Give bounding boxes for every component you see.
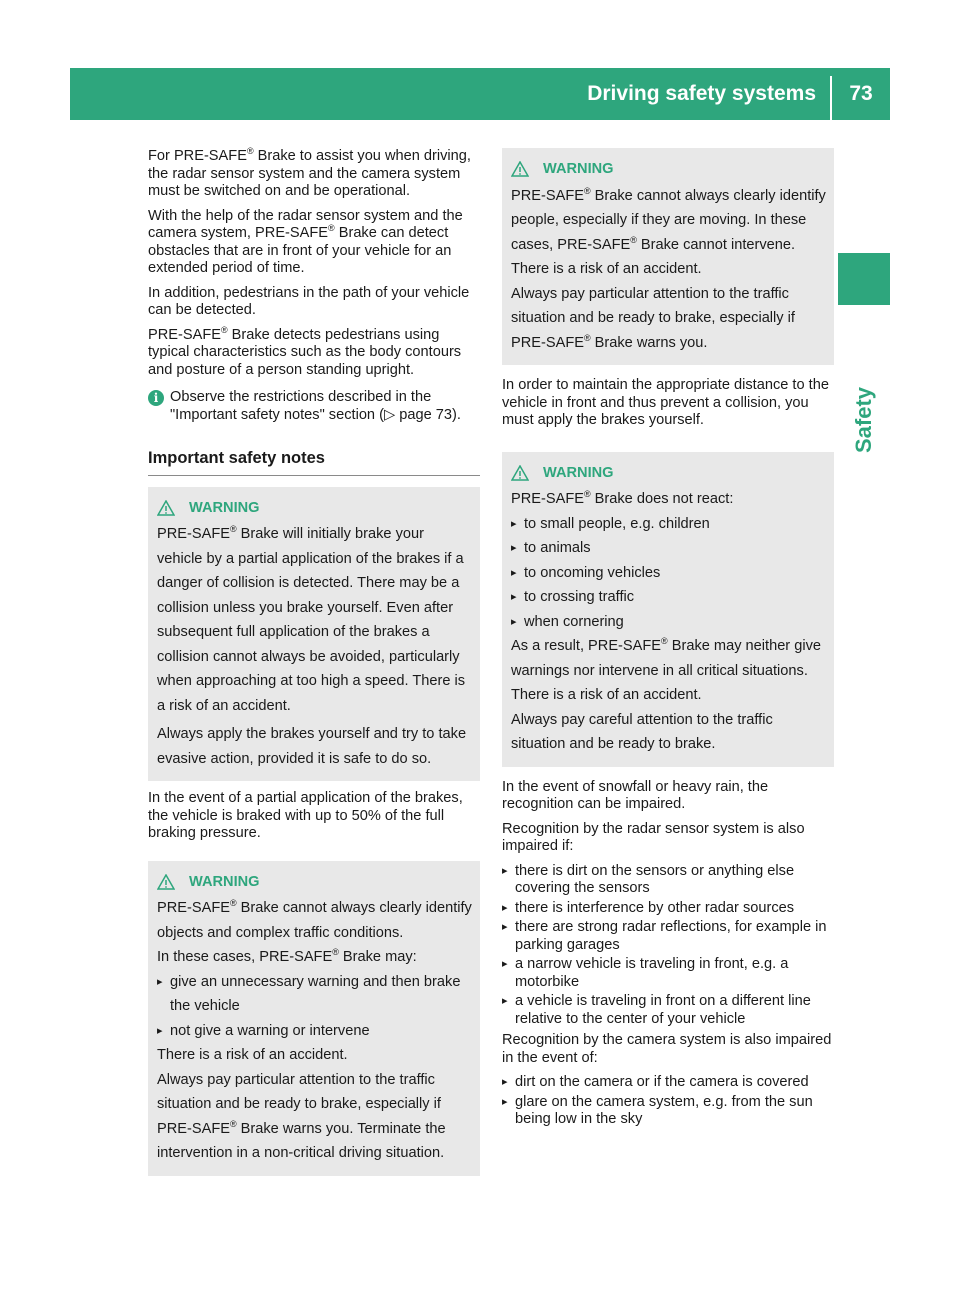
warning-title: WARNING [189,873,260,890]
sidebar-label: Safety [851,386,876,454]
list-item: ▸ to oncoming vehicles [511,561,826,586]
camera-impairment-list [502,1074,834,1129]
info-icon: i [148,390,164,406]
warning-text: PRE-SAFE® Brake cannot always clearly identify people, especially if they are moving. In these cases, PRE-SAFE® Brake cannot intervene. There is a risk of an accident. [511,185,826,277]
list-item: ▸ there are strong radar reflections, for example in parking garages [502,919,834,954]
warning-title: WARNING [543,464,614,481]
snowfall-paragraph: In the event of snowfall or heavy rain, the recognition can be impaired. [502,778,769,812]
info-note-text: Observe the restrictions described in the "Important safety notes" section (▷ page 73). [170,389,461,423]
list-item: ▸ a narrow vehicle is traveling in front, e.g. a motorbike [502,956,834,991]
warning-box-2 [148,861,480,1176]
list-item: ▸ when cornering [511,610,826,635]
distance-paragraph: In order to maintain the appropriate distance to the vehicle in front and thus prevent a collision, you must apply the brakes yourself. [502,377,829,428]
intro-paragraph-3: In addition, pedestrians in the path of your vehicle can be detected. [148,284,470,318]
list-item: ▸ to small people, e.g. children [511,512,826,537]
sidebar-tab-square [838,253,890,305]
right-column [502,148,834,1131]
warning-text: Always pay particular attention to the traffic situation and be ready to brake, especially if PRE-SAFE® Brake warns you. Terminate the intervention in a non-critical driving situation. [157,1071,446,1161]
list-item: ▸ not give a warning or intervene [157,1019,472,1044]
list-item: ▸ there is interference by other radar sources [502,900,834,918]
page-number: 73 [849,82,873,105]
list-item: ▸ to animals [511,536,826,561]
left-column [148,148,480,1176]
list-item: ▸ dirt on the camera or if the camera is covered [502,1074,834,1092]
warning-box-3 [502,148,834,365]
warning-text: PRE-SAFE® Brake will initially brake your vehicle by a partial application of the brakes if a danger of collision is detected. There may be a collision unless you brake yourself. Even after subsequent full application of the brakes a collision cannot always be avoided, particularly when approaching at too high a speed. There is a risk of an accident. [157,524,466,714]
intro-paragraph-1: For PRE-SAFE® Brake to assist you when driving, the radar sensor system and the camera system must be switched on and be operational. [148,146,471,199]
warning-triangle-icon [511,161,529,177]
warning-box-4 [502,452,834,767]
warning-text: In these cases, PRE-SAFE® Brake may: [157,947,417,965]
warning-text: PRE-SAFE® Brake cannot always clearly identify objects and complex traffic conditions. [157,898,472,941]
warning-box-1 [148,487,480,782]
warning-text: PRE-SAFE® Brake does not react: [511,489,734,507]
list-item: ▸ there is dirt on the sensors or anything else covering the sensors [502,863,834,898]
page-header-title: Driving safety systems [587,82,816,105]
section-heading: Important safety notes [148,450,480,476]
warning-text: There is a risk of an accident. [157,1047,348,1063]
intro-paragraph-4: PRE-SAFE® Brake detects pedestrians using typical characteristics such as the body contours and posture of a person standing upright. [148,324,462,378]
radar-impairment-list [502,863,834,1029]
camera-paragraph: Recognition by the camera system is also impaired in the event of: [502,1032,832,1066]
partial-brake-paragraph: In the event of a partial application of the brakes, the vehicle is braked with up to 50% of the full braking pressure. [148,790,463,841]
list-item: ▸ to crossing traffic [511,585,826,610]
info-note [148,389,480,424]
list-item: ▸ glare on the camera system, e.g. from the sun being low in the sky [502,1094,834,1129]
warning-title: WARNING [189,499,260,516]
intro-paragraph-2: With the help of the radar sensor system and the camera system, PRE-SAFE® Brake can detect obstacles that are in front of your vehicle for an extended period of time. [148,207,463,276]
list-item: ▸ give an unnecessary warning and then brake the vehicle [157,970,472,1019]
warning-text: Always pay careful attention to the traffic situation and be ready to brake. [511,711,773,752]
warning-list [157,970,472,1044]
warning-text: As a result, PRE-SAFE® Brake may neither give warnings nor intervene in all critical situations. There is a risk of an accident. [511,636,821,703]
header-bar [70,68,890,120]
warning-text: Always apply the brakes yourself and try to take evasive action, provided it is safe to do so. [157,726,467,767]
warning-list [511,512,826,635]
warning-title: WARNING [543,161,614,177]
list-item: ▸ a vehicle is traveling in front on a different line relative to the center of your vehicle [502,993,834,1028]
warning-text: Always pay particular attention to the traffic situation and be ready to brake, especially if PRE-SAFE® Brake warns you. [511,285,795,351]
radar-paragraph: Recognition by the radar sensor system is also impaired if: [502,820,805,854]
warning-triangle-icon [157,500,175,516]
warning-triangle-icon [511,465,529,481]
warning-triangle-icon [157,874,175,890]
